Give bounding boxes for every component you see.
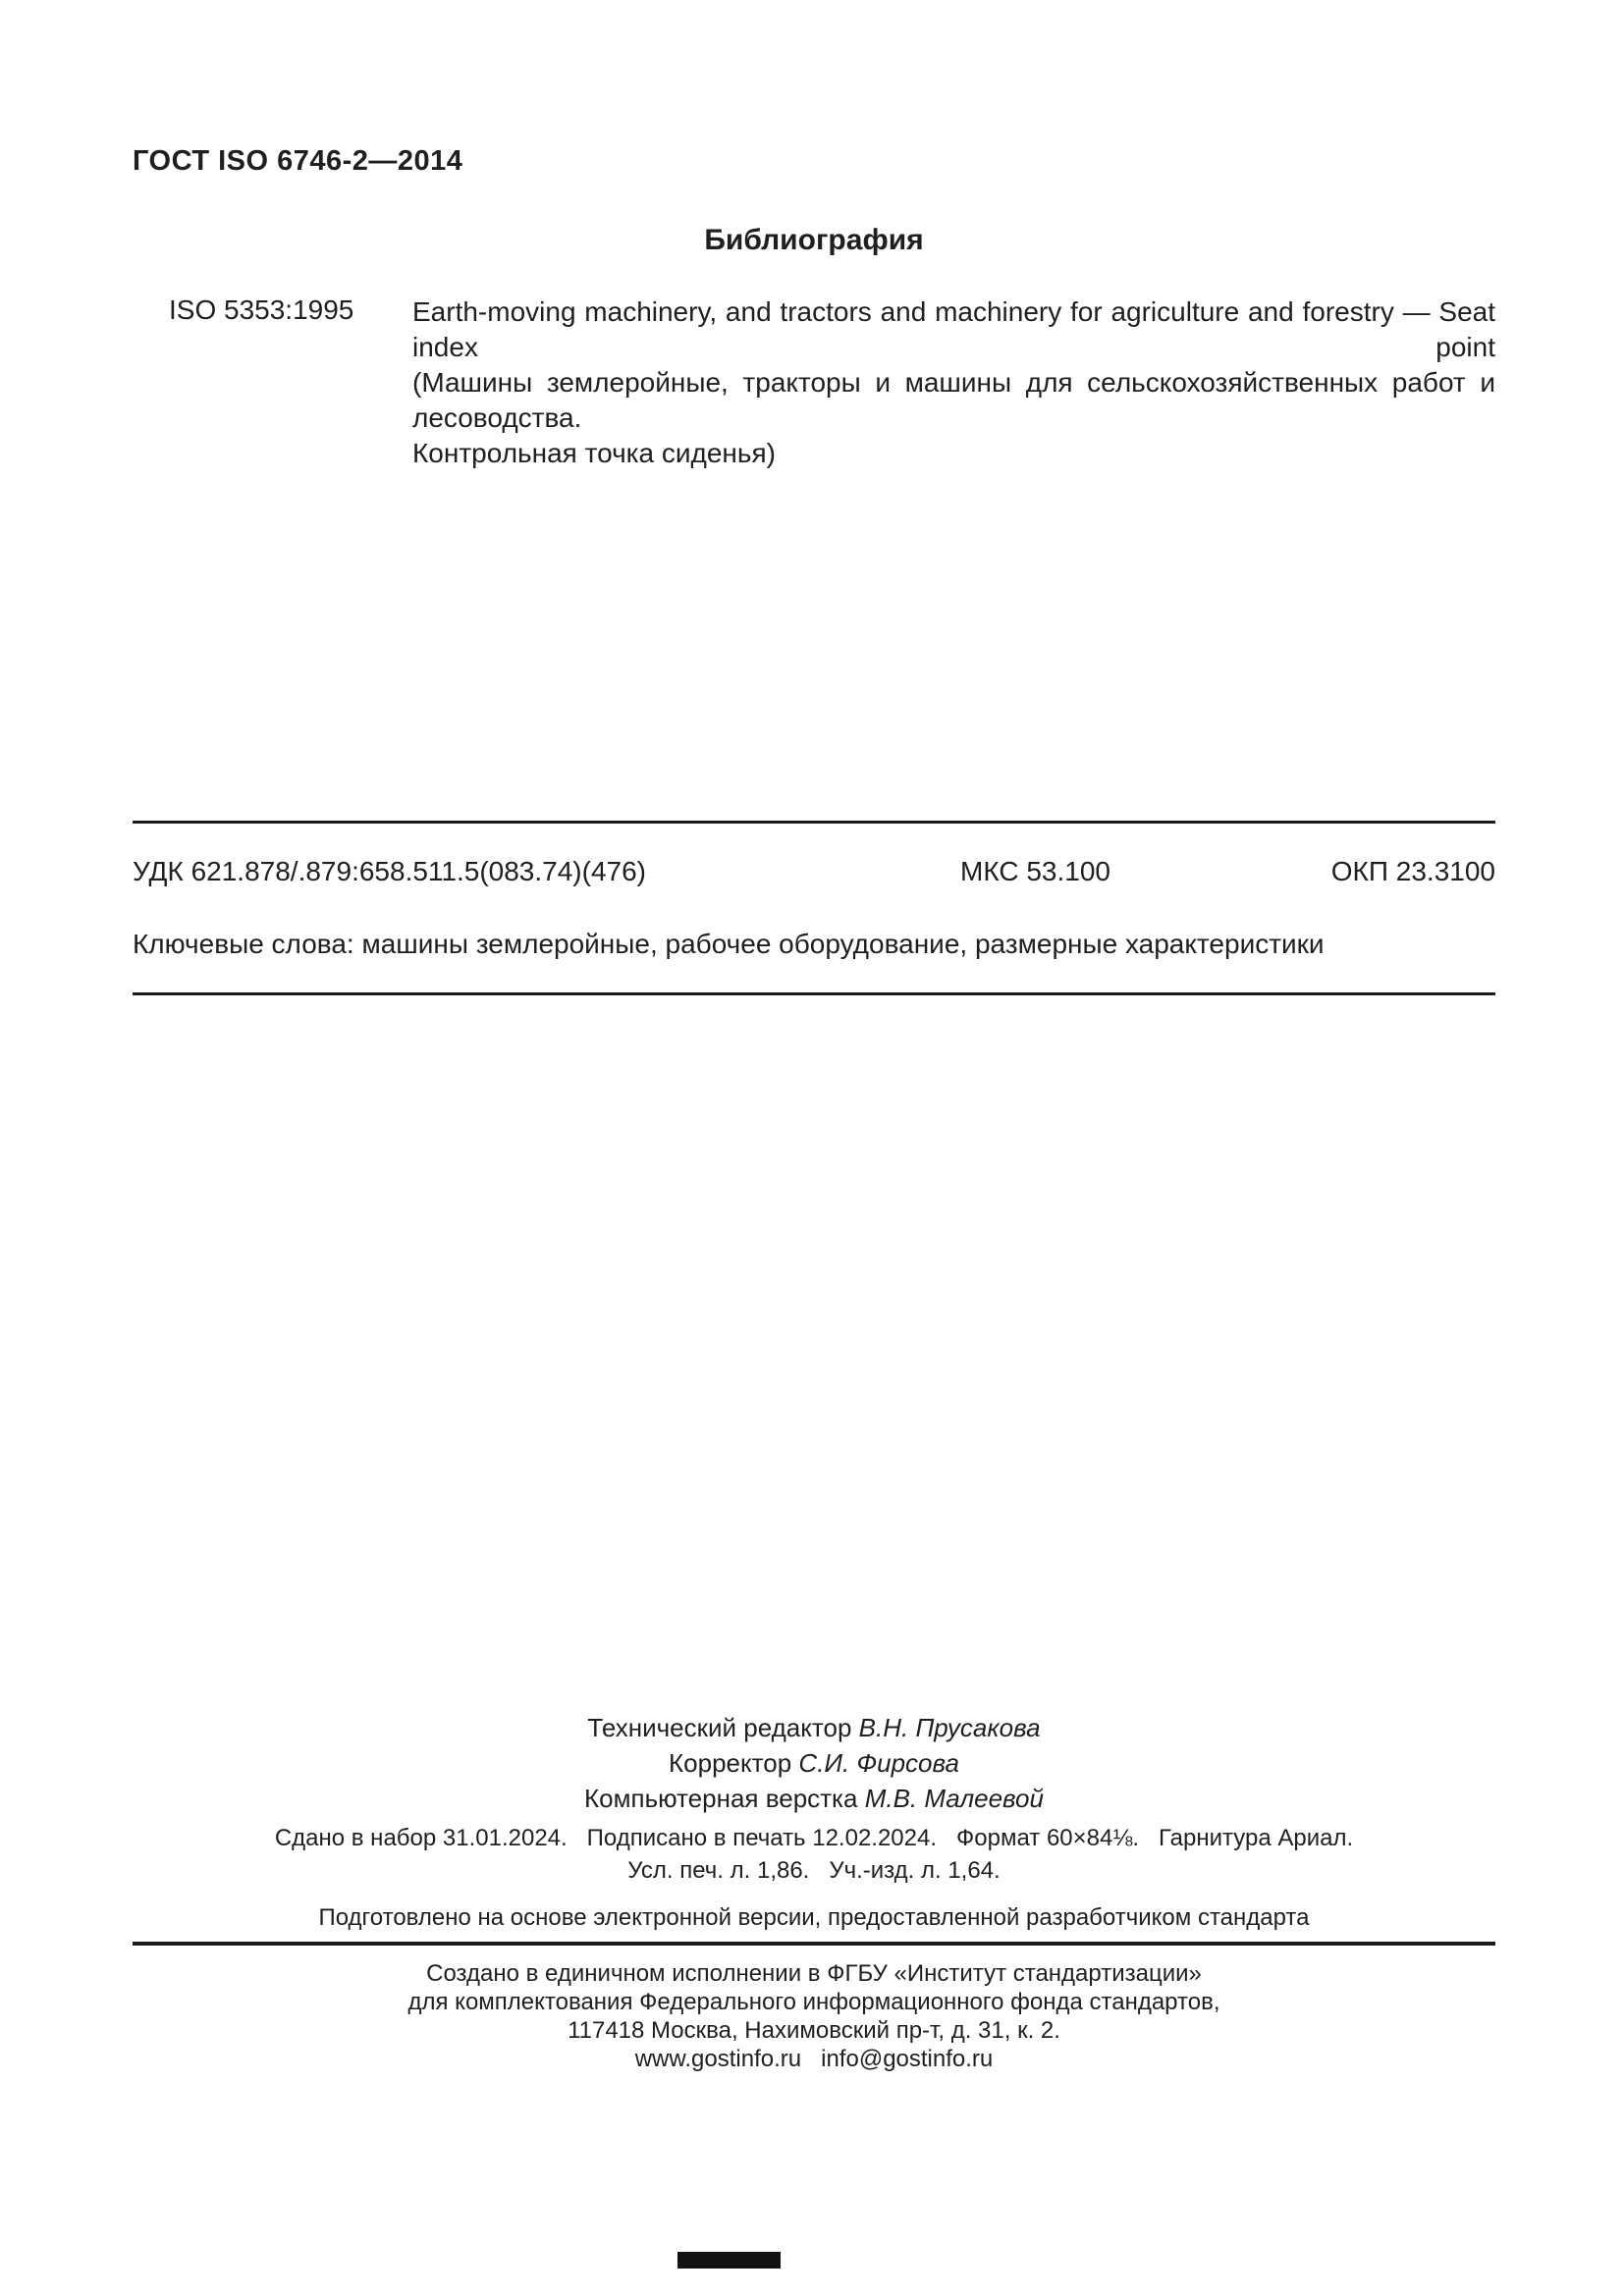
editor-row: [133, 1745, 1495, 1781]
editor-row: [133, 1781, 1495, 1816]
publisher-line: для комплектования Федерального информационного фонда стандартов,: [407, 1989, 1220, 2015]
editor-row: [133, 1710, 1495, 1745]
bib-ref-label: ISO 5353:1995: [169, 294, 354, 325]
editor-name: С.И. Фирсова: [798, 1748, 959, 1778]
editor-role: Компьютерная верстка: [584, 1784, 865, 1813]
bib-text-line: Earth-moving machinery, and tractors and machinery for agriculture and forestry — Seat index point: [412, 296, 1495, 362]
bibliography-entry: [133, 294, 1495, 471]
colophon-editors: [133, 1710, 1495, 1816]
publisher-info: [133, 1959, 1495, 2073]
editor-name: М.В. Малеевой: [864, 1784, 1044, 1813]
bottom-print-mark: [677, 2252, 781, 2269]
editor-name: В.Н. Прусакова: [858, 1713, 1041, 1742]
horizontal-rule-top: [133, 821, 1495, 824]
keywords-line: Ключевые слова: машины землеройные, рабочее оборудование, размерные характеристики: [133, 929, 1325, 959]
bib-text-line: (Машины землеройные, тракторы и машины для сельскохозяйственных работ и лесоводства.: [412, 367, 1495, 433]
typeset-line: Сдано в набор 31.01.2024. Подписано в печать 12.02.2024. Формат 60×84⅛. Гарнитура Ариал.: [274, 1825, 1354, 1851]
publisher-line: Создано в единичном исполнении в ФГБУ «Институт стандартизации»: [426, 1960, 1202, 1987]
mks-code: МКС 53.100: [960, 856, 1110, 886]
document-header: ГОСТ ISO 6746-2—2014: [133, 145, 463, 177]
publisher-line: www.gostinfo.ru info@gostinfo.ru: [634, 2046, 994, 2072]
publisher-line: 117418 Москва, Нахимовский пр-т, д. 31, к. 2.: [568, 2017, 1060, 2044]
prepared-note: Подготовлено на основе электронной версии, предоставленной разработчиком стандарта: [318, 1904, 1310, 1931]
horizontal-rule-bottom: [133, 1942, 1495, 1946]
horizontal-rule-middle: [133, 992, 1495, 995]
page-title: Библиография: [704, 224, 924, 256]
typeset-line: Усл. печ. л. 1,86. Уч.-изд. л. 1,64.: [627, 1857, 1001, 1884]
typeset-info: [133, 1822, 1495, 1887]
okp-code: ОКП 23.3100: [1330, 856, 1495, 886]
editor-role: Технический редактор: [587, 1713, 859, 1742]
udk-code: УДК 621.878/.879:658.511.5(083.74)(476): [133, 856, 646, 886]
bib-text: [412, 294, 1495, 471]
editor-role: Корректор: [669, 1748, 799, 1778]
bib-text-line: Контрольная точка сиденья): [412, 438, 776, 468]
